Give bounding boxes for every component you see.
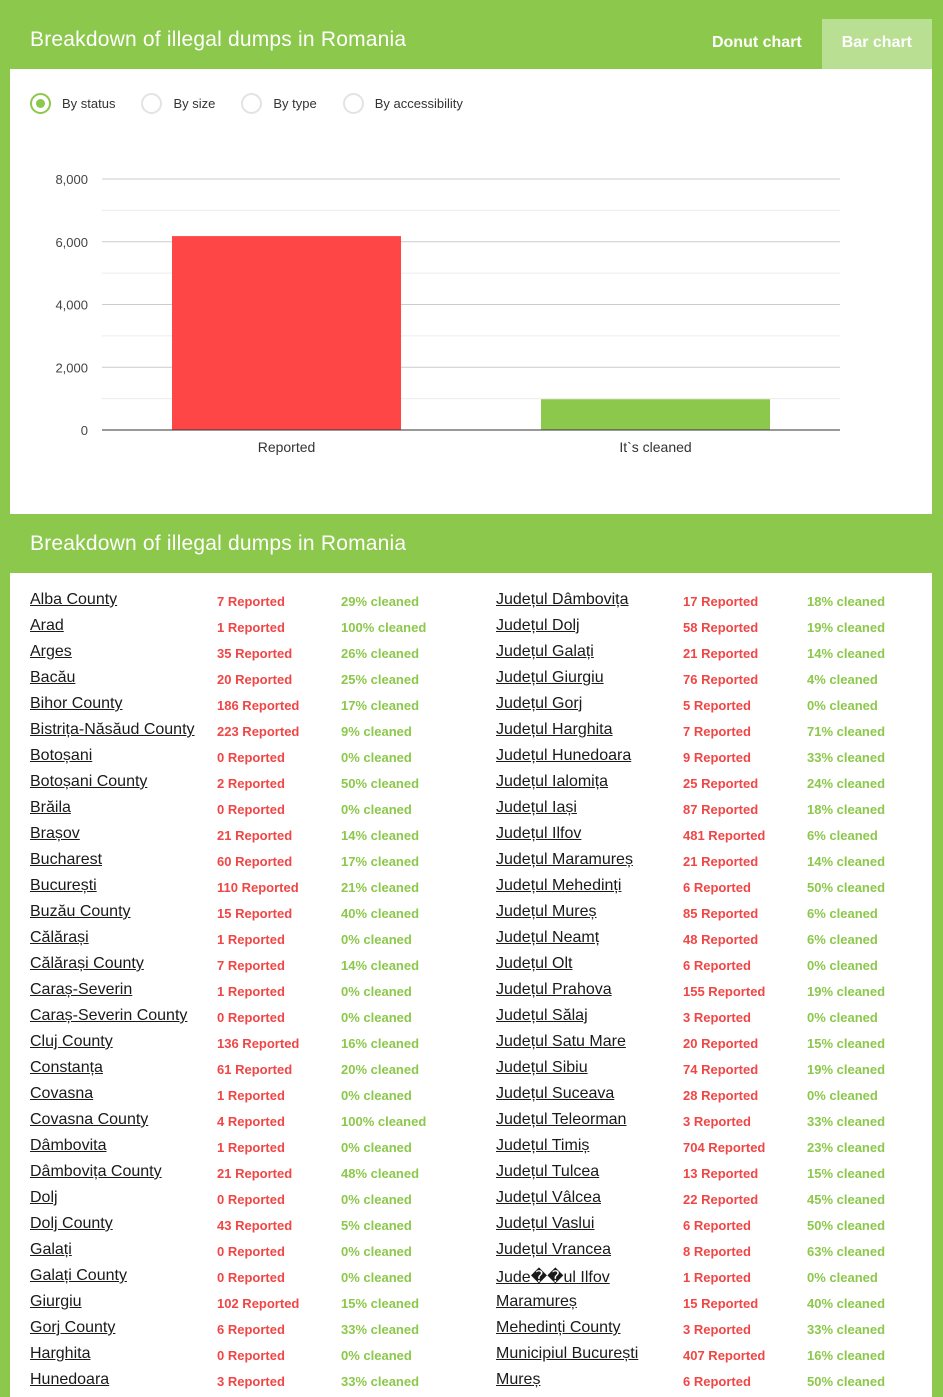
cleaned-percent: 17% cleaned [341,854,420,869]
reported-count: 1 Reported [217,1140,285,1155]
county-link[interactable]: Cluj County [30,1033,113,1050]
reported-count: 1 Reported [217,932,285,947]
cleaned-percent: 0% cleaned [341,1140,412,1155]
county-link[interactable]: Județul Teleorman [496,1111,627,1128]
county-link[interactable]: Caraș-Severin [30,981,133,998]
list-item [496,643,926,669]
chart-panel-header [10,11,932,69]
list-item [30,1345,480,1371]
county-link[interactable]: Arad [30,617,64,634]
cleaned-percent: 40% cleaned [807,1296,886,1311]
reported-count: 17 Reported [683,594,759,609]
cleaned-percent: 15% cleaned [807,1166,886,1181]
list-item [30,981,480,1007]
list-item [496,1137,926,1163]
county-link[interactable]: Dâmbovița County [30,1163,162,1180]
county-link[interactable]: Bacău [30,669,76,686]
county-link[interactable]: Județul Ialomița [496,773,609,790]
county-link[interactable]: Județul Tulcea [496,1163,600,1180]
cleaned-percent: 25% cleaned [341,672,420,687]
list-item [496,695,926,721]
radio-label: By accessibility [374,96,463,111]
list-item [496,1319,926,1345]
county-link[interactable]: Județul Giurgiu [496,669,604,686]
reported-count: 21 Reported [683,854,759,869]
county-link[interactable]: Județul Maramureș [496,851,633,868]
county-link[interactable]: Bucharest [30,851,103,868]
list-item [30,955,480,981]
list-item [496,1033,926,1059]
y-tick-label: 8,000 [55,172,88,187]
county-link[interactable]: Hunedoara [30,1371,110,1388]
county-link[interactable]: Jude��ul Ilfov [496,1269,610,1286]
y-tick-label: 0 [80,423,88,438]
county-link[interactable]: Județul Suceava [496,1085,615,1102]
county-link[interactable]: Județul Mehedinți [496,877,622,894]
county-link[interactable]: Județul Olt [496,955,573,972]
list-item [496,1345,926,1371]
county-link[interactable]: București [30,877,97,894]
cleaned-percent: 9% cleaned [341,724,412,739]
county-link[interactable]: Galați [30,1241,72,1258]
chart-panel [10,11,932,514]
list-panel-title: Breakdown of illegal dumps in Romania [30,532,407,555]
reported-count: 0 Reported [217,1010,285,1025]
cleaned-percent: 33% cleaned [341,1322,420,1337]
list-item [496,1371,926,1397]
cleaned-percent: 0% cleaned [341,1348,412,1363]
cleaned-percent: 6% cleaned [807,932,878,947]
cleaned-percent: 50% cleaned [807,880,886,895]
tab-bar-chart[interactable]: Bar chart [822,19,932,69]
cleaned-percent: 4% cleaned [807,672,878,687]
reported-count: 60 Reported [217,854,293,869]
county-link[interactable]: Județul Sibiu [496,1059,588,1076]
reported-count: 0 Reported [217,1192,285,1207]
county-link[interactable]: Județul Ilfov [496,825,582,842]
county-link[interactable]: Călărași [30,929,89,946]
county-link[interactable]: Alba County [30,591,118,608]
list-item [30,825,480,851]
radio-label: By status [62,96,116,111]
cleaned-percent: 14% cleaned [341,958,420,973]
cleaned-percent: 100% cleaned [341,620,427,635]
chart-panel-body [10,69,932,514]
county-link[interactable]: Galați County [30,1267,127,1284]
list-item [496,617,926,643]
county-link[interactable]: Municipiul București [496,1345,639,1362]
list-panel [10,515,932,1397]
county-link[interactable]: Dolj County [30,1215,113,1232]
list-item [30,643,480,669]
list-item [496,903,926,929]
list-item [496,851,926,877]
cleaned-percent: 6% cleaned [807,906,878,921]
cleaned-percent: 18% cleaned [807,802,886,817]
reported-count: 48 Reported [683,932,759,947]
chart-panel-title: Breakdown of illegal dumps in Romania [30,28,407,51]
cleaned-percent: 15% cleaned [341,1296,420,1311]
county-link[interactable]: Bihor County [30,695,123,712]
list-item [30,1085,480,1111]
reported-count: 61 Reported [217,1062,293,1077]
county-link[interactable]: Giurgiu [30,1293,82,1310]
reported-count: 21 Reported [683,646,759,661]
radio-label: By size [173,96,216,111]
cleaned-percent: 16% cleaned [341,1036,420,1051]
list-item [496,591,926,617]
reported-count: 2 Reported [217,776,285,791]
cleaned-percent: 26% cleaned [341,646,420,661]
county-link[interactable]: Județul Prahova [496,981,612,998]
cleaned-percent: 19% cleaned [807,1062,886,1077]
y-tick-label: 6,000 [55,234,88,250]
reported-count: 6 Reported [683,1374,751,1389]
list-item [30,877,480,903]
county-link[interactable]: Județul Mureș [496,903,597,920]
county-list-right [496,591,926,1397]
reported-count: 3 Reported [683,1114,751,1129]
list-item [496,1059,926,1085]
cleaned-percent: 40% cleaned [341,906,420,921]
list-item [496,747,926,773]
list-item [30,1137,480,1163]
cleaned-percent: 6% cleaned [807,828,878,843]
bar-0[interactable] [172,236,401,430]
status-bar-chart [10,69,932,514]
cleaned-percent: 0% cleaned [807,698,878,713]
reported-count: 13 Reported [683,1166,759,1181]
reported-count: 1 Reported [217,984,285,999]
reported-count: 704 Reported [683,1140,766,1155]
county-link[interactable]: Caraș-Severin County [30,1007,188,1024]
reported-count: 20 Reported [683,1036,759,1051]
x-category-label: It`s cleaned [619,439,692,455]
reported-count: 22 Reported [683,1192,759,1207]
reported-count: 28 Reported [683,1088,759,1103]
reported-count: 6 Reported [683,958,751,973]
cleaned-percent: 14% cleaned [807,854,886,869]
county-link[interactable]: Gorj County [30,1319,116,1336]
radio-label: By type [273,96,317,111]
list-item [496,1189,926,1215]
cleaned-percent: 50% cleaned [807,1218,886,1233]
cleaned-percent: 50% cleaned [807,1374,886,1389]
reported-count: 0 Reported [217,802,285,817]
county-link[interactable]: Județul Vaslui [496,1215,595,1232]
county-link[interactable]: Județul Sălaj [496,1007,588,1024]
list-item [30,929,480,955]
y-tick-label: 4,000 [55,297,88,313]
county-link[interactable]: Mehedinți County [496,1319,621,1336]
cleaned-percent: 45% cleaned [807,1192,886,1207]
cleaned-percent: 0% cleaned [341,1270,412,1285]
cleaned-percent: 0% cleaned [807,1088,878,1103]
reported-count: 43 Reported [217,1218,293,1233]
county-link[interactable]: Călărași County [30,955,144,972]
list-item [496,1241,926,1267]
county-link[interactable]: Dâmbovita [30,1137,107,1154]
county-list-left [30,591,480,1397]
reported-count: 6 Reported [683,880,751,895]
reported-count: 0 Reported [217,1348,285,1363]
reported-count: 1 Reported [217,1088,285,1103]
list-item [30,1267,480,1293]
reported-count: 136 Reported [217,1036,300,1051]
x-category-label: Reported [257,439,316,455]
county-link[interactable]: Botoșani County [30,773,148,790]
cleaned-percent: 100% cleaned [341,1114,427,1129]
list-item [30,617,480,643]
cleaned-percent: 20% cleaned [341,1062,420,1077]
reported-count: 9 Reported [683,750,751,765]
reported-count: 5 Reported [683,698,751,713]
list-item [30,1059,480,1085]
reported-count: 1 Reported [217,620,285,635]
cleaned-percent: 33% cleaned [807,1114,886,1129]
reported-count: 223 Reported [217,724,300,739]
county-link[interactable]: Județul Satu Mare [496,1033,626,1050]
reported-count: 76 Reported [683,672,759,687]
cleaned-percent: 16% cleaned [807,1348,886,1363]
county-link[interactable]: Botoșani [30,747,93,764]
list-item [30,1189,480,1215]
reported-count: 7 Reported [217,958,285,973]
cleaned-percent: 15% cleaned [807,1036,886,1051]
reported-count: 15 Reported [683,1296,759,1311]
county-link[interactable]: Harghita [30,1345,91,1362]
cleaned-percent: 17% cleaned [341,698,420,713]
cleaned-percent: 48% cleaned [341,1166,420,1181]
reported-count: 21 Reported [217,1166,293,1181]
list-item [30,773,480,799]
reported-count: 0 Reported [217,750,285,765]
cleaned-percent: 24% cleaned [807,776,886,791]
cleaned-percent: 71% cleaned [807,724,886,739]
list-item [30,669,480,695]
cleaned-percent: 19% cleaned [807,984,886,999]
reported-count: 0 Reported [217,1244,285,1259]
reported-count: 7 Reported [683,724,751,739]
cleaned-percent: 0% cleaned [807,1010,878,1025]
cleaned-percent: 0% cleaned [341,802,412,817]
cleaned-percent: 0% cleaned [341,1244,412,1259]
list-item [30,851,480,877]
y-tick-label: 2,000 [55,360,88,376]
list-item [30,1319,480,1345]
county-link[interactable]: Județul Timiș [496,1137,590,1154]
county-link[interactable]: Județul Vrancea [496,1241,612,1258]
county-link[interactable]: Brașov [30,825,80,842]
county-link[interactable]: Județul Neamț [496,929,600,946]
cleaned-percent: 0% cleaned [807,1270,878,1285]
cleaned-percent: 63% cleaned [807,1244,886,1259]
list-item [30,695,480,721]
county-link[interactable]: Arges [30,643,72,660]
bar-1[interactable] [541,399,770,430]
county-link[interactable]: Județul Iași [496,799,577,816]
list-item [30,1111,480,1137]
list-item [496,929,926,955]
list-panel-header [10,515,932,573]
list-item [30,799,480,825]
list-item [496,1163,926,1189]
county-link[interactable]: Mureș [496,1371,541,1388]
reported-count: 6 Reported [217,1322,285,1337]
cleaned-percent: 33% cleaned [807,1322,886,1337]
list-item [30,1293,480,1319]
list-item [496,669,926,695]
reported-count: 102 Reported [217,1296,300,1311]
county-link[interactable]: Bistrița-Năsăud County [30,721,195,738]
list-item [496,877,926,903]
cleaned-percent: 50% cleaned [341,776,420,791]
county-link[interactable]: Județul Vâlcea [496,1189,601,1206]
county-link[interactable]: Dolj [30,1189,58,1206]
county-link[interactable]: Județul Gorj [496,695,583,712]
reported-count: 186 Reported [217,698,300,713]
list-item [30,1033,480,1059]
list-item [496,981,926,1007]
reported-count: 0 Reported [217,1270,285,1285]
list-item [30,1241,480,1267]
list-item [496,1111,926,1137]
reported-count: 15 Reported [217,906,293,921]
list-item [30,747,480,773]
county-link[interactable]: Județul Galați [496,643,594,660]
county-link[interactable]: Covasna County [30,1111,149,1128]
cleaned-percent: 21% cleaned [341,880,420,895]
cleaned-percent: 0% cleaned [341,750,412,765]
list-item [496,1293,926,1319]
list-item [30,1215,480,1241]
list-item [30,721,480,747]
list-item [30,903,480,929]
reported-count: 1 Reported [683,1270,751,1285]
cleaned-percent: 23% cleaned [807,1140,886,1155]
list-panel-body [10,573,932,1397]
reported-count: 4 Reported [217,1114,285,1129]
list-item [496,955,926,981]
list-item [30,1371,480,1397]
reported-count: 155 Reported [683,984,766,999]
cleaned-percent: 0% cleaned [807,958,878,973]
cleaned-percent: 0% cleaned [341,1010,412,1025]
county-link[interactable]: Județul Dolj [496,617,580,634]
reported-count: 3 Reported [683,1010,751,1025]
cleaned-percent: 14% cleaned [807,646,886,661]
reported-count: 8 Reported [683,1244,751,1259]
cleaned-percent: 14% cleaned [341,828,420,843]
reported-count: 6 Reported [683,1218,751,1233]
reported-count: 407 Reported [683,1348,766,1363]
cleaned-percent: 29% cleaned [341,594,420,609]
reported-count: 20 Reported [217,672,293,687]
reported-count: 25 Reported [683,776,759,791]
reported-count: 87 Reported [683,802,759,817]
cleaned-percent: 5% cleaned [341,1218,412,1233]
county-link[interactable]: Constanța [30,1059,103,1076]
list-item [496,1267,926,1293]
cleaned-percent: 33% cleaned [341,1374,420,1389]
county-link[interactable]: Maramureș [496,1293,577,1310]
reported-count: 110 Reported [217,880,299,895]
reported-count: 3 Reported [683,1322,751,1337]
reported-count: 481 Reported [683,828,766,843]
county-link[interactable]: Județul Harghita [496,721,613,738]
cleaned-percent: 19% cleaned [807,620,886,635]
list-item [496,1215,926,1241]
cleaned-percent: 0% cleaned [341,984,412,999]
cleaned-percent: 0% cleaned [341,932,412,947]
reported-count: 58 Reported [683,620,759,635]
reported-count: 35 Reported [217,646,293,661]
tab-donut-chart[interactable]: Donut chart [711,34,802,51]
reported-count: 21 Reported [217,828,293,843]
cleaned-percent: 0% cleaned [341,1192,412,1207]
list-item [496,773,926,799]
county-link[interactable]: Covasna [30,1085,94,1102]
county-link[interactable]: Județul Hunedoara [496,747,632,764]
list-item [496,1007,926,1033]
list-item [30,1007,480,1033]
county-link[interactable]: Brăila [30,799,71,816]
reported-count: 7 Reported [217,594,285,609]
county-link[interactable]: Județul Dâmbovița [496,591,629,608]
cleaned-percent: 33% cleaned [807,750,886,765]
reported-count: 3 Reported [217,1374,285,1389]
list-item [496,1085,926,1111]
reported-count: 74 Reported [683,1062,759,1077]
list-item [496,799,926,825]
cleaned-percent: 0% cleaned [341,1088,412,1103]
list-item [496,721,926,747]
chart-type-tabs [692,19,932,69]
list-item [496,825,926,851]
list-item [30,1163,480,1189]
cleaned-percent: 18% cleaned [807,594,886,609]
county-link[interactable]: Buzău County [30,903,131,920]
list-item [30,591,480,617]
reported-count: 85 Reported [683,906,759,921]
